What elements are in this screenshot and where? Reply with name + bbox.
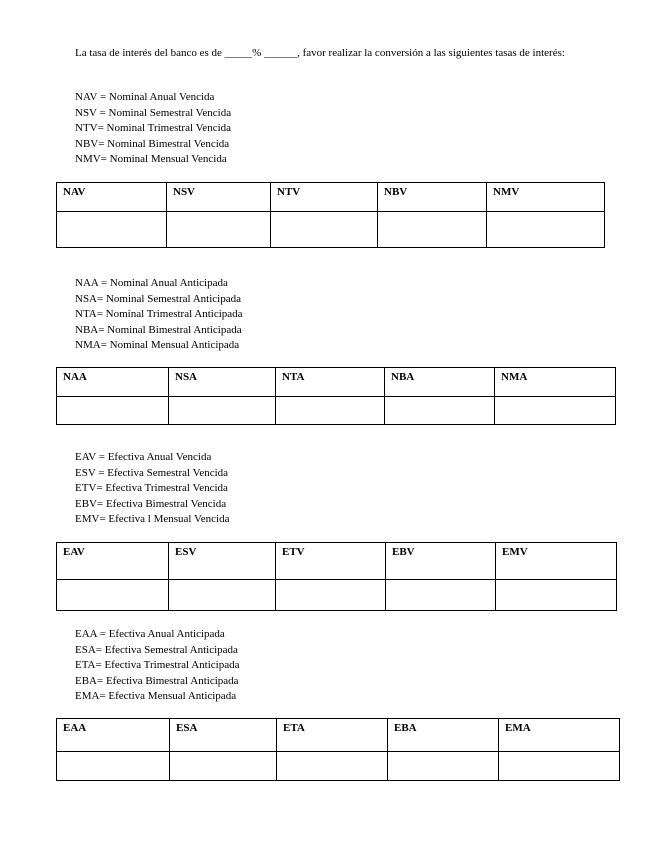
header-cell: ESV xyxy=(169,543,276,580)
definition-item: EMV= Efectiva l Mensual Vencida xyxy=(75,513,230,525)
answer-cell[interactable] xyxy=(388,752,499,781)
definition-item: NMA= Nominal Mensual Anticipada xyxy=(75,339,240,351)
table-header-row xyxy=(57,719,620,752)
definition-item: ETA= Efectiva Trimestral Anticipada xyxy=(75,659,240,671)
header-cell: ETA xyxy=(277,719,388,752)
definitions-nominal-vencida xyxy=(75,90,231,168)
answer-cell[interactable] xyxy=(385,397,495,425)
definition-item: NBA= Nominal Bimestral Anticipada xyxy=(75,323,242,336)
header-cell: NBV xyxy=(378,183,487,212)
table-answer-row xyxy=(57,397,616,425)
intro-paragraph: La tasa de interés del banco es de _____% ______, favor realizar la conversión a las siguientes tasas de interés: xyxy=(75,47,565,59)
table-nominal-anticipada xyxy=(56,367,616,425)
definition-item: EMA= Efectiva Mensual Anticipada xyxy=(75,690,237,702)
answer-cell[interactable] xyxy=(495,397,616,425)
header-cell: NMV xyxy=(487,183,605,212)
answer-cell[interactable] xyxy=(57,212,167,248)
header-cell: NAA xyxy=(57,368,169,397)
header-cell: EAA xyxy=(57,719,170,752)
header-cell: EAV xyxy=(57,543,169,580)
answer-cell[interactable] xyxy=(57,397,169,425)
answer-cell[interactable] xyxy=(169,397,276,425)
answer-cell[interactable] xyxy=(57,752,170,781)
definitions-efectiva-anticipada xyxy=(75,627,239,705)
definition-item: EAV = Efectiva Anual Vencida xyxy=(75,451,212,463)
header-cell: NBA xyxy=(385,368,495,397)
header-cell: EBA xyxy=(388,719,499,752)
header-cell: NMA xyxy=(495,368,616,397)
definition-item: NSA= Nominal Semestral Anticipada xyxy=(75,292,241,305)
definition-item: ETV= Efectiva Trimestral Vencida xyxy=(75,482,228,494)
header-cell: NTV xyxy=(271,183,378,212)
answer-cell[interactable] xyxy=(169,580,276,611)
definition-item: NSV = Nominal Semestral Vencida xyxy=(75,106,232,119)
answer-cell[interactable] xyxy=(276,397,385,425)
table-answer-row xyxy=(57,212,605,248)
definition-item: NAV = Nominal Anual Vencida xyxy=(75,91,215,103)
table-nominal-vencida xyxy=(56,182,605,248)
table-answer-row xyxy=(57,580,617,611)
header-cell: EBV xyxy=(386,543,496,580)
definitions-nominal-anticipada xyxy=(75,276,243,354)
definition-item: EBV= Efectiva Bimestral Vencida xyxy=(75,497,227,510)
table-header-row xyxy=(57,543,617,580)
answer-cell[interactable] xyxy=(57,580,169,611)
answer-cell[interactable] xyxy=(499,752,620,781)
definition-item: ESV = Efectiva Semestral Vencida xyxy=(75,466,229,479)
header-cell: NSV xyxy=(167,183,271,212)
answer-cell[interactable] xyxy=(378,212,487,248)
answer-cell[interactable] xyxy=(167,212,271,248)
table-efectiva-vencida xyxy=(56,542,617,611)
definition-item: ESA= Efectiva Semestral Anticipada xyxy=(75,643,238,656)
header-cell: EMA xyxy=(499,719,620,752)
definition-item: NMV= Nominal Mensual Vencida xyxy=(75,153,227,165)
header-cell: EMV xyxy=(496,543,617,580)
answer-cell[interactable] xyxy=(487,212,605,248)
definition-item: EAA = Efectiva Anual Anticipada xyxy=(75,628,225,640)
header-cell: ESA xyxy=(170,719,277,752)
definition-item: NTA= Nominal Trimestral Anticipada xyxy=(75,308,243,320)
answer-cell[interactable] xyxy=(496,580,617,611)
table-efectiva-anticipada xyxy=(56,718,620,781)
definition-item: EBA= Efectiva Bimestral Anticipada xyxy=(75,674,239,687)
definition-item: NBV= Nominal Bimestral Vencida xyxy=(75,137,230,150)
header-cell: NAV xyxy=(57,183,167,212)
header-cell: NTA xyxy=(276,368,385,397)
answer-cell[interactable] xyxy=(271,212,378,248)
table-answer-row xyxy=(57,752,620,781)
definition-item: NAA = Nominal Anual Anticipada xyxy=(75,277,228,289)
answer-cell[interactable] xyxy=(386,580,496,611)
header-cell: NSA xyxy=(169,368,276,397)
answer-cell[interactable] xyxy=(276,580,386,611)
table-header-row xyxy=(57,368,616,397)
table-header-row xyxy=(57,183,605,212)
answer-cell[interactable] xyxy=(277,752,388,781)
answer-cell[interactable] xyxy=(170,752,277,781)
header-cell: ETV xyxy=(276,543,386,580)
definitions-efectiva-vencida xyxy=(75,450,229,528)
definition-item: NTV= Nominal Trimestral Vencida xyxy=(75,122,232,134)
